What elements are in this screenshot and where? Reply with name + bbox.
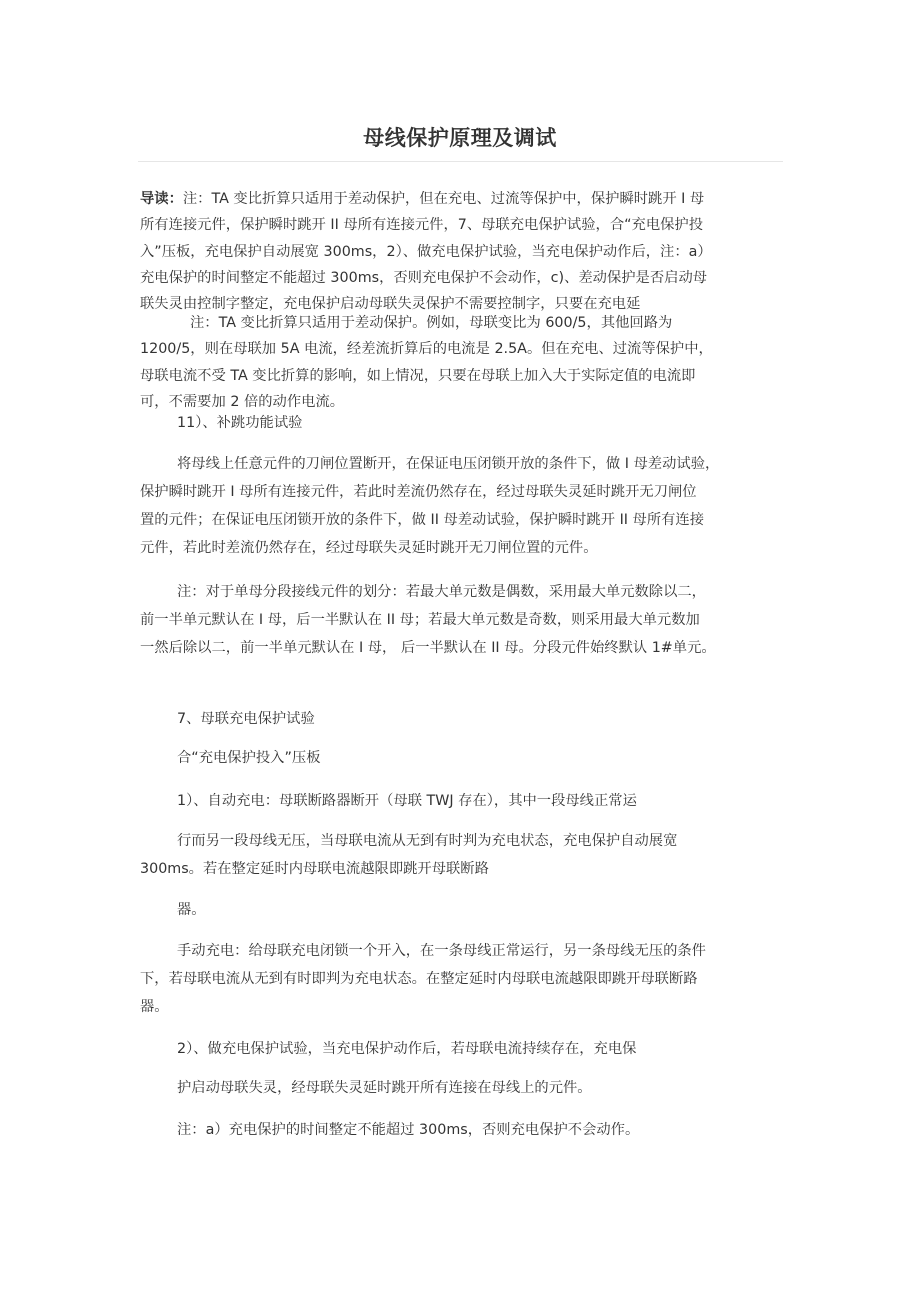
partition-note-line: 前一半单元默认在 I 母，后一半默认在 II 母；若最大单元数是奇数，则采用最大单元数加 (140, 612, 700, 628)
section-11-line: 将母线上任意元件的刀闸位置断开，在保证电压闭锁开放的条件下，做 I 母差动试验， (177, 456, 720, 472)
auto-charge-line: 行而另一段母线无压，当母联电流从无到有时判为充电状态，充电保护自动展宽 (177, 833, 678, 849)
auto-charge-line-1: 1）、自动充电：母联断路器断开（母联 TWJ 存在），其中一段母线正常运 (177, 793, 637, 809)
intro-line: 所有连接元件，保护瞬时跳开 II 母所有连接元件，7、母联充电保护试验，合“充电保护投 (140, 217, 704, 234)
section-11-line: 置的元件；在保证电压闭锁开放的条件下，做 II 母差动试验，保护瞬时跳开 II 母所有连接 (140, 512, 705, 528)
section-11-body (140, 450, 784, 562)
auto-charge-line: 300ms。若在整定延时内母联电流越限即跳开母联断路 (140, 861, 489, 877)
manual-charge-line: 下，若母联电流从无到有时即判为充电状态。在整定延时内母联电流越限即跳开母联断路 (140, 971, 698, 987)
intro-paragraph (140, 186, 784, 317)
ta-note-line: 1200/5，则在母联加 5A 电流，经差流折算后的电流是 2.5A。但在充电、过流等保护中， (140, 341, 713, 358)
partition-note-line: 一然后除以二，前一半单元默认在 I 母， 后一半默认在 II 母。分段元件始终默认 1#单元。 (140, 640, 716, 656)
section-7-heading: 7、母联充电保护试验 (177, 711, 315, 727)
manual-charge-paragraph (140, 937, 784, 1021)
intro-line: 充电保护的时间整定不能超过 300ms，否则充电保护不会动作，c)、差动保护是否启动母 (140, 269, 708, 286)
section-7-press-plate: 合“充电保护投入”压板 (177, 750, 321, 766)
auto-charge-end: 器。 (177, 902, 206, 918)
page-title: 母线保护原理及调试 (363, 126, 557, 150)
step-2-line-1: 2）、做充电保护试验，当充电保护动作后，若母联电流持续存在，充电保 (177, 1041, 637, 1057)
title-divider (138, 161, 783, 162)
section-11-line: 保护瞬时跳开 I 母所有连接元件，若此时差流仍然存在，经过母联失灵延时跳开无刀闸位 (140, 484, 697, 500)
section-11-line: 元件，若此时差流仍然存在，经过母联失灵延时跳开无刀闸位置的元件。 (140, 540, 598, 556)
manual-charge-line: 器。 (140, 999, 169, 1015)
ta-note-line: 注：TA 变比折算只适用于差动保护。例如，母联变比为 600/5，其他回路为 (190, 315, 673, 331)
partition-note-line: 注：对于单母分段接线元件的划分：若最大单元数是偶数，采用最大单元数除以二， (177, 584, 706, 600)
ta-note-paragraph (140, 310, 784, 415)
partition-note (140, 578, 784, 662)
ta-note-line: 可，不需要加 2 倍的动作电流。 (140, 393, 345, 410)
note-a: 注：a）充电保护的时间整定不能超过 300ms，否则充电保护不会动作。 (177, 1122, 640, 1138)
intro-line (140, 186, 784, 212)
intro-line-text: 注：TA 变比折算只适用于差动保护，但在充电、过流等保护中，保护瞬时跳开 I 母 (182, 191, 705, 207)
intro-line: 入”压板，充电保护自动展宽 300ms，2）、做充电保护试验，当充电保护动作后，注：a） (140, 243, 712, 260)
manual-charge-line: 手动充电：给母联充电闭锁一个开入，在一条母线正常运行，另一条母线无压的条件 (177, 943, 706, 959)
ta-note-line: 母联电流不受 TA 变比折算的影响，如上情况，只要在母联上加入大于实际定值的电流即 (140, 367, 696, 384)
step-2-line-2: 护启动母联失灵，经母联失灵延时跳开所有连接在母线上的元件。 (177, 1080, 592, 1096)
auto-charge-body (140, 827, 784, 883)
intro-label: 导读： (140, 191, 183, 207)
intro-line: 联失灵由控制字整定，充电保护启动母联失灵保护不需要控制字，只要在充电延 (140, 296, 641, 313)
section-11-heading: 11）、补跳功能试验 (177, 415, 303, 431)
